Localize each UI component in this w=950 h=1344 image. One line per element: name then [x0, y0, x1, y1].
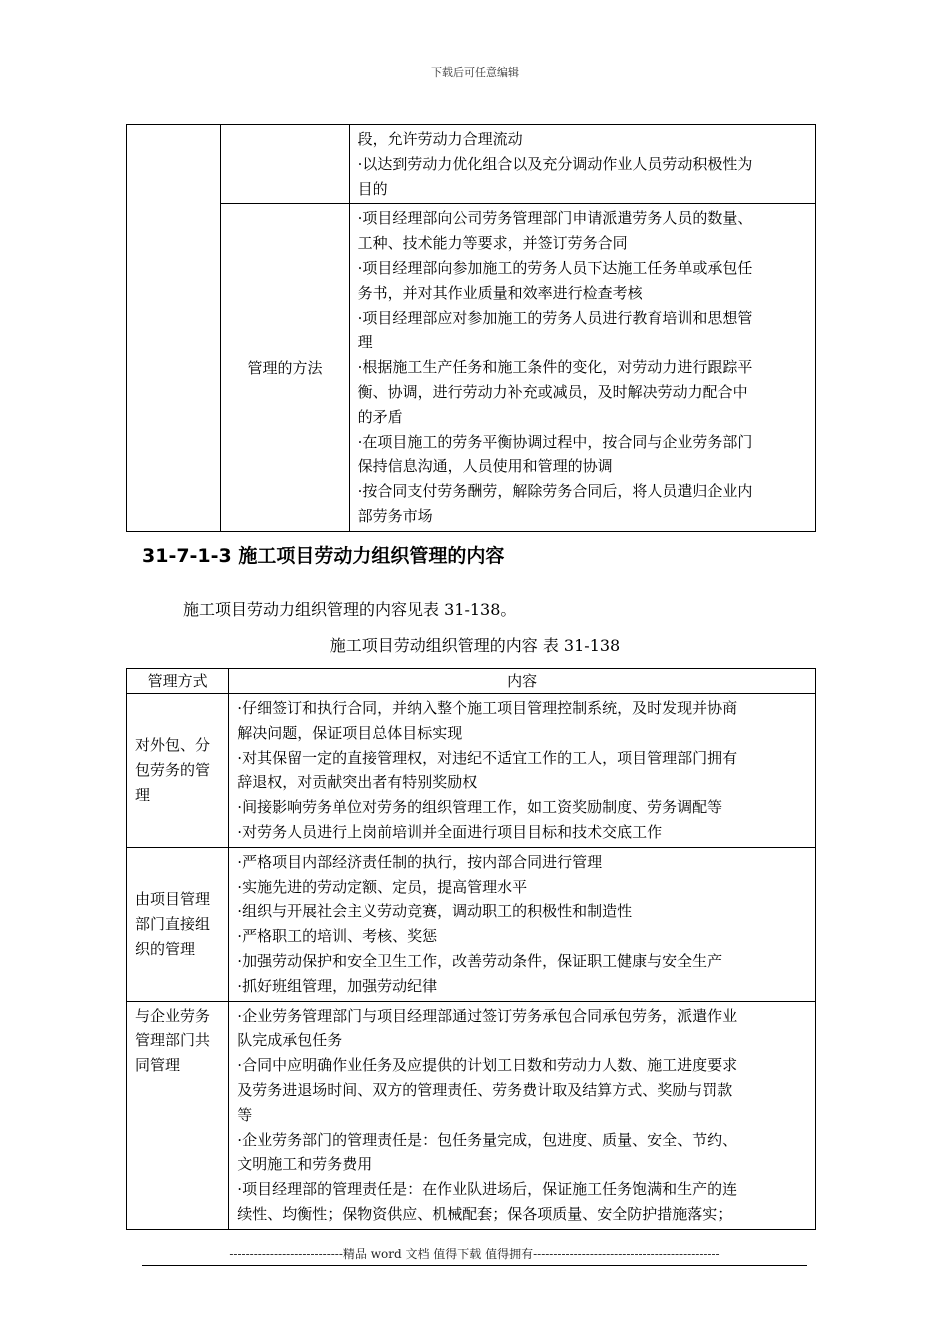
method-line: 同管理 [135, 1056, 181, 1075]
empty-label-cell [221, 125, 349, 204]
method-cell [127, 694, 229, 848]
content-line: ·在项目施工的劳务平衡协调过程中，按合同与企业劳务部门 [357, 432, 753, 451]
content-line: 续性、均衡性；保物资供应、机械配套；保各项质量、安全防护措施落实； [237, 1204, 733, 1223]
page-header-note: 下载后可任意编辑 [431, 66, 519, 79]
content-cell [229, 694, 816, 848]
table-row [127, 847, 816, 1001]
content-line: ·仔细签订和执行合同，并纳入整个施工项目管理控制系统，及时发现并协商 [237, 699, 738, 717]
method-line: 管理部门共 [135, 1031, 211, 1050]
content-line: 的矛盾 [357, 407, 403, 426]
table-header-row [127, 669, 816, 694]
content-line: 及劳务进退场时间、双方的管理责任、劳务费计取及结算方式、奖励与罚款 [237, 1080, 733, 1099]
management-method-label: 管理的方法 [221, 204, 349, 531]
content-line: ·项目经理部向公司劳务管理部门申请派遣劳务人员的数量、 [357, 209, 753, 228]
content-line: ·合同中应明确作业任务及应提供的计划工日数和劳动力人数、施工进度要求 [237, 1056, 738, 1075]
content-line: 务书，并对其作业质量和效率进行检查考核 [357, 283, 643, 302]
method-cell [127, 847, 229, 1001]
content-line: 等 [237, 1105, 253, 1124]
table-row [127, 694, 816, 848]
content-line: ·严格职工的培训、考核、奖惩 [237, 927, 438, 946]
content-line: 解决问题，保证项目总体目标实现 [237, 723, 463, 742]
table-row [127, 125, 816, 204]
content-line: ·项目经理部的管理责任是：在作业队进场后，保证施工任务饱满和生产的连 [237, 1180, 738, 1199]
method-line: 由项目管理 [135, 889, 211, 908]
content-line: 段，允许劳动力合理流动 [357, 130, 523, 148]
section-heading: 31-7-1-3 施工项目劳动力组织管理的内容 [142, 545, 505, 567]
content-cell [229, 1001, 816, 1229]
content-line: ·严格项目内部经济责任制的执行，按内部合同进行管理 [237, 852, 603, 871]
content-line: ·根据施工生产任务和施工条件的变化，对劳动力进行跟踪平 [357, 358, 753, 377]
content-line: 目的 [357, 179, 388, 198]
content-line: ·对其保留一定的直接管理权，对违纪不适宜工作的工人，项目管理部门拥有 [237, 748, 738, 767]
content-line: ·按合同支付劳务酬劳，解除劳务合同后，将人员遣归企业内 [357, 482, 753, 501]
content-line: 文明施工和劳务费用 [237, 1155, 373, 1174]
table-labor-organization-content [126, 668, 816, 1230]
content-line: 衡、协调，进行劳动力补充或减员，及时解决劳动力配合中 [357, 382, 748, 401]
method-line: 与企业劳务 [135, 1006, 211, 1025]
method-line: 包劳务的管 [135, 760, 211, 779]
content-line: ·加强劳动保护和安全卫生工作，改善劳动条件，保证职工健康与安全生产 [237, 951, 723, 970]
empty-category-cell [127, 125, 221, 532]
content-line: 工种、技术能力等要求，并签订劳务合同 [357, 234, 628, 253]
content-line: ·对劳务人员进行上岗前培训并全面进行项目目标和技术交底工作 [237, 822, 663, 841]
table-caption: 施工项目劳动组织管理的内容 表 31-138 [329, 636, 621, 655]
method-cell [127, 1001, 229, 1229]
method-line: 理 [135, 785, 151, 804]
method-line: 部门直接组 [135, 914, 211, 933]
content-line: 辞退权，对贡献突出者有特别奖励权 [237, 773, 478, 792]
content-cell [349, 125, 815, 204]
page-footer: ----------------------------精品 word 文档 值得下载 值得拥有---------------------------------------------- [142, 1245, 807, 1266]
content-cell [349, 204, 815, 531]
content-line: 部劳务市场 [357, 506, 433, 525]
content-cell [229, 847, 816, 1001]
content-line: ·间接影响劳务单位对劳务的组织管理工作，如工资奖励制度、劳务调配等 [237, 798, 723, 817]
content-line: ·抓好班组管理，加强劳动纪律 [237, 976, 438, 995]
intro-paragraph: 施工项目劳动力组织管理的内容见表 31-138。 [183, 600, 517, 619]
column-header-method: 管理方式 [127, 669, 229, 694]
content-line: 保持信息沟通，人员使用和管理的协调 [357, 457, 613, 476]
table-row [127, 1001, 816, 1229]
content-line: 队完成承包任务 [237, 1031, 343, 1050]
content-line: ·企业劳务部门的管理责任是：包任务量完成，包进度、质量、安全、节约、 [237, 1130, 738, 1149]
content-line: ·项目经理部应对参加施工的劳务人员进行教育培训和思想管 [357, 308, 753, 327]
content-line: ·企业劳务管理部门与项目经理部通过签订劳务承包合同承包劳务，派遣作业 [237, 1006, 738, 1025]
content-line: ·项目经理部向参加施工的劳务人员下达施工任务单或承包任 [357, 258, 753, 277]
method-line: 对外包、分 [135, 736, 211, 755]
method-line: 织的管理 [135, 939, 196, 958]
table-labor-management-continued [126, 124, 816, 532]
column-header-content: 内容 [229, 669, 816, 694]
content-line: ·实施先进的劳动定额、定员，提高管理水平 [237, 877, 528, 896]
content-line: ·组织与开展社会主义劳动竞赛，调动职工的积极性和制造性 [237, 902, 633, 921]
content-line: 理 [357, 333, 373, 352]
content-line: ·以达到劳动力优化组合以及充分调动作业人员劳动积极性为 [357, 154, 753, 173]
table-row [127, 204, 816, 531]
